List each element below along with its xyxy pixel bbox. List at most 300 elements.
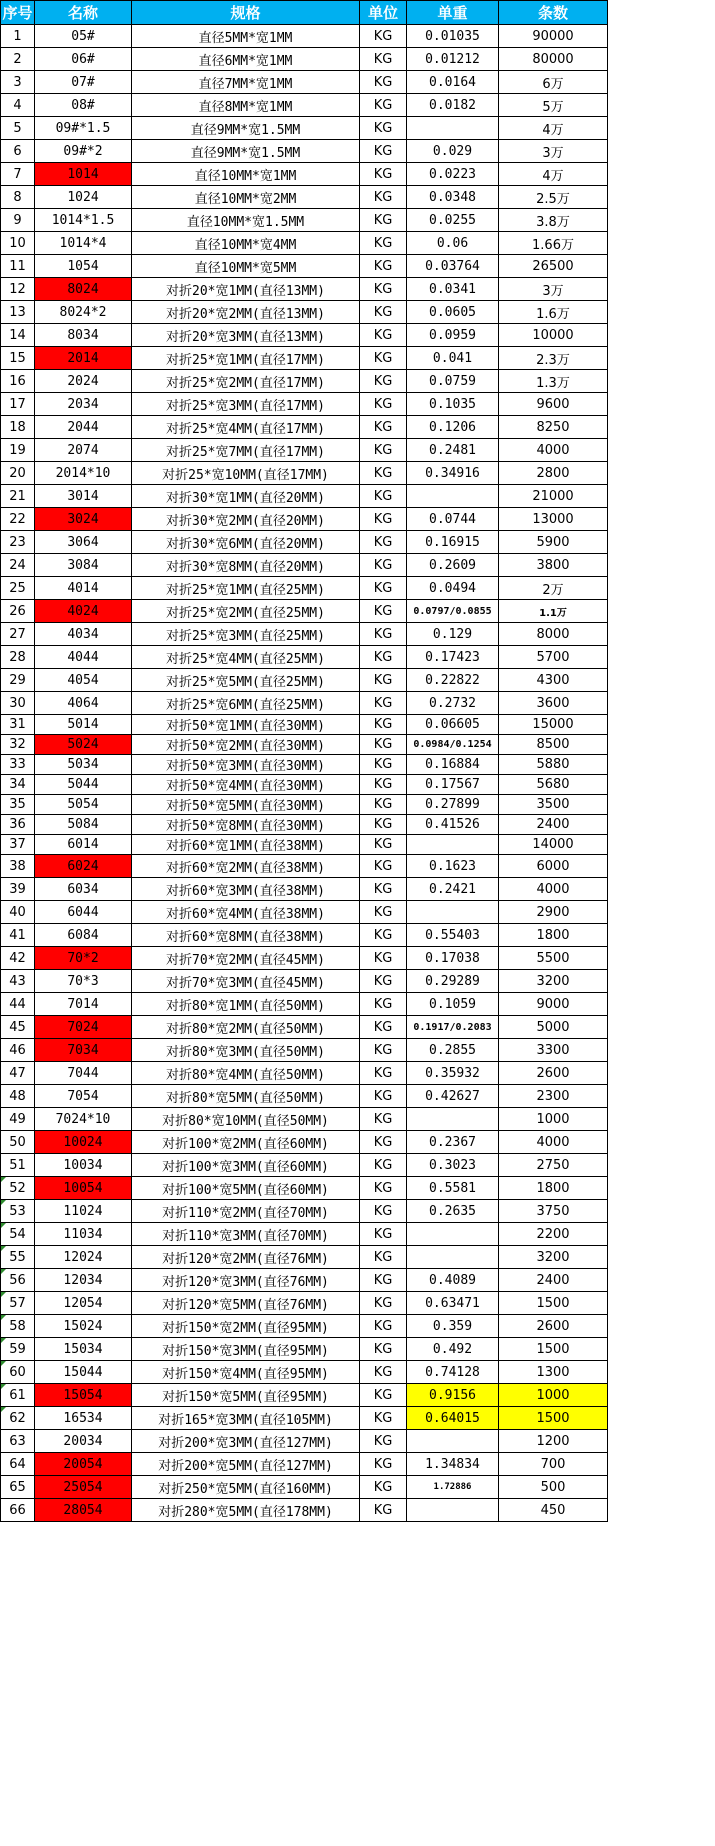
cell-name: 3064 — [35, 531, 132, 554]
table-row — [1, 508, 608, 531]
table-row — [1, 71, 608, 94]
cell-unit: KG — [360, 163, 407, 186]
cell-count: 21000 — [499, 485, 608, 508]
cell-no: 46 — [1, 1039, 35, 1062]
cell-spec: 直径10MM*宽2MM — [132, 186, 360, 209]
cell-weight: 0.0164 — [407, 71, 499, 94]
cell-spec: 对折25*宽5MM(直径25MM) — [132, 669, 360, 692]
cell-weight: 0.2732 — [407, 692, 499, 715]
cell-spec: 对折25*宽3MM(直径17MM) — [132, 393, 360, 416]
header-unit: 单位 — [360, 1, 407, 25]
cell-weight: 0.06 — [407, 232, 499, 255]
cell-weight: 0.63471 — [407, 1292, 499, 1315]
cell-spec: 对折50*宽2MM(直径30MM) — [132, 735, 360, 755]
cell-unit: KG — [360, 324, 407, 347]
table-row — [1, 485, 608, 508]
cell-count: 3300 — [499, 1039, 608, 1062]
cell-name: 10024 — [35, 1131, 132, 1154]
table-row — [1, 324, 608, 347]
cell-count: 2200 — [499, 1223, 608, 1246]
cell-no: 44 — [1, 993, 35, 1016]
cell-name: 1014 — [35, 163, 132, 186]
cell-spec: 对折80*宽1MM(直径50MM) — [132, 993, 360, 1016]
cell-no: 53 — [1, 1200, 35, 1223]
cell-count: 3.8万 — [499, 209, 608, 232]
cell-no: 60 — [1, 1361, 35, 1384]
cell-name: 70*3 — [35, 970, 132, 993]
cell-count: 2800 — [499, 462, 608, 485]
cell-no: 6 — [1, 140, 35, 163]
header-count: 条数 — [499, 1, 608, 25]
cell-weight: 0.0223 — [407, 163, 499, 186]
cell-no: 48 — [1, 1085, 35, 1108]
cell-count: 1200 — [499, 1430, 608, 1453]
table-row — [1, 94, 608, 117]
cell-unit: KG — [360, 1407, 407, 1430]
cell-name: 15044 — [35, 1361, 132, 1384]
cell-weight: 0.2609 — [407, 554, 499, 577]
cell-weight: 0.74128 — [407, 1361, 499, 1384]
cell-weight — [407, 1499, 499, 1522]
cell-count: 1800 — [499, 1177, 608, 1200]
cell-spec: 对折30*宽8MM(直径20MM) — [132, 554, 360, 577]
table-row — [1, 393, 608, 416]
cell-name: 5084 — [35, 815, 132, 835]
table-row — [1, 1269, 608, 1292]
cell-name: 12024 — [35, 1246, 132, 1269]
cell-spec: 对折25*宽10MM(直径17MM) — [132, 462, 360, 485]
cell-count: 2400 — [499, 815, 608, 835]
cell-no: 1 — [1, 25, 35, 48]
cell-count: 4000 — [499, 1131, 608, 1154]
table-row — [1, 1131, 608, 1154]
table-row — [1, 1361, 608, 1384]
cell-no: 33 — [1, 755, 35, 775]
cell-no: 43 — [1, 970, 35, 993]
table-row — [1, 1200, 608, 1223]
cell-no: 41 — [1, 924, 35, 947]
table-row — [1, 1223, 608, 1246]
cell-no: 34 — [1, 775, 35, 795]
cell-weight: 0.0984/0.1254 — [407, 735, 499, 755]
cell-weight: 0.2421 — [407, 878, 499, 901]
cell-name: 3024 — [35, 508, 132, 531]
cell-unit: KG — [360, 416, 407, 439]
cell-no: 25 — [1, 577, 35, 600]
cell-count: 4000 — [499, 878, 608, 901]
cell-no: 4 — [1, 94, 35, 117]
table-row — [1, 278, 608, 301]
cell-name: 15024 — [35, 1315, 132, 1338]
cell-weight: 0.29289 — [407, 970, 499, 993]
cell-weight: 0.1059 — [407, 993, 499, 1016]
cell-name: 4034 — [35, 623, 132, 646]
cell-name: 15054 — [35, 1384, 132, 1407]
cell-weight: 0.9156 — [407, 1384, 499, 1407]
cell-spec: 对折25*宽1MM(直径25MM) — [132, 577, 360, 600]
cell-count: 2750 — [499, 1154, 608, 1177]
cell-spec: 直径10MM*宽1.5MM — [132, 209, 360, 232]
cell-count: 2万 — [499, 577, 608, 600]
cell-count: 1500 — [499, 1407, 608, 1430]
cell-name: 1014*1.5 — [35, 209, 132, 232]
cell-unit: KG — [360, 1108, 407, 1131]
cell-weight: 0.35932 — [407, 1062, 499, 1085]
cell-weight: 0.16884 — [407, 755, 499, 775]
table-row — [1, 755, 608, 775]
cell-weight — [407, 1108, 499, 1131]
cell-weight: 0.41526 — [407, 815, 499, 835]
cell-name: 15034 — [35, 1338, 132, 1361]
table-row — [1, 232, 608, 255]
cell-count: 2.5万 — [499, 186, 608, 209]
cell-unit: KG — [360, 117, 407, 140]
cell-no: 29 — [1, 669, 35, 692]
cell-spec: 对折80*宽3MM(直径50MM) — [132, 1039, 360, 1062]
cell-count: 6000 — [499, 855, 608, 878]
cell-count: 8000 — [499, 623, 608, 646]
cell-spec: 对折110*宽2MM(直径70MM) — [132, 1200, 360, 1223]
table-row — [1, 1039, 608, 1062]
cell-count: 14000 — [499, 835, 608, 855]
cell-no: 58 — [1, 1315, 35, 1338]
cell-spec: 直径7MM*宽1MM — [132, 71, 360, 94]
cell-name: 8024*2 — [35, 301, 132, 324]
cell-unit: KG — [360, 1085, 407, 1108]
cell-unit: KG — [360, 1223, 407, 1246]
cell-unit: KG — [360, 140, 407, 163]
cell-name: 8034 — [35, 324, 132, 347]
cell-no: 5 — [1, 117, 35, 140]
cell-weight: 0.2481 — [407, 439, 499, 462]
cell-name: 16534 — [35, 1407, 132, 1430]
cell-weight: 0.0744 — [407, 508, 499, 531]
cell-count: 4万 — [499, 163, 608, 186]
table-row — [1, 1430, 608, 1453]
cell-spec: 对折20*宽2MM(直径13MM) — [132, 301, 360, 324]
cell-count: 3500 — [499, 795, 608, 815]
cell-spec: 对折25*宽1MM(直径17MM) — [132, 347, 360, 370]
cell-spec: 直径10MM*宽4MM — [132, 232, 360, 255]
table-row — [1, 255, 608, 278]
cell-unit: KG — [360, 1315, 407, 1338]
cell-no: 64 — [1, 1453, 35, 1476]
cell-no: 39 — [1, 878, 35, 901]
cell-name: 70*2 — [35, 947, 132, 970]
cell-count: 2400 — [499, 1269, 608, 1292]
cell-spec: 对折200*宽3MM(直径127MM) — [132, 1430, 360, 1453]
cell-weight: 0.01212 — [407, 48, 499, 71]
cell-weight: 0.27899 — [407, 795, 499, 815]
cell-count: 5680 — [499, 775, 608, 795]
table-row — [1, 1016, 608, 1039]
cell-spec: 对折150*宽2MM(直径95MM) — [132, 1315, 360, 1338]
cell-name: 2014*10 — [35, 462, 132, 485]
cell-spec: 对折30*宽2MM(直径20MM) — [132, 508, 360, 531]
cell-weight — [407, 835, 499, 855]
cell-count: 1000 — [499, 1108, 608, 1131]
cell-spec: 对折120*宽3MM(直径76MM) — [132, 1269, 360, 1292]
table-row — [1, 924, 608, 947]
cell-no: 12 — [1, 278, 35, 301]
cell-count: 3800 — [499, 554, 608, 577]
table-row — [1, 715, 608, 735]
cell-no: 8 — [1, 186, 35, 209]
cell-count: 5700 — [499, 646, 608, 669]
cell-count: 90000 — [499, 25, 608, 48]
cell-no: 66 — [1, 1499, 35, 1522]
cell-no: 35 — [1, 795, 35, 815]
cell-spec: 对折60*宽2MM(直径38MM) — [132, 855, 360, 878]
cell-count: 2600 — [499, 1062, 608, 1085]
cell-spec: 直径9MM*宽1.5MM — [132, 140, 360, 163]
cell-unit: KG — [360, 855, 407, 878]
table-row — [1, 301, 608, 324]
cell-unit: KG — [360, 48, 407, 71]
cell-unit: KG — [360, 878, 407, 901]
cell-no: 17 — [1, 393, 35, 416]
cell-weight: 0.03764 — [407, 255, 499, 278]
cell-spec: 对折25*宽6MM(直径25MM) — [132, 692, 360, 715]
cell-unit: KG — [360, 393, 407, 416]
cell-spec: 对折150*宽5MM(直径95MM) — [132, 1384, 360, 1407]
cell-spec: 对折150*宽3MM(直径95MM) — [132, 1338, 360, 1361]
cell-weight: 0.42627 — [407, 1085, 499, 1108]
cell-unit: KG — [360, 186, 407, 209]
cell-spec: 对折100*宽2MM(直径60MM) — [132, 1131, 360, 1154]
cell-spec: 对折50*宽1MM(直径30MM) — [132, 715, 360, 735]
cell-spec: 对折50*宽5MM(直径30MM) — [132, 795, 360, 815]
cell-spec: 对折25*宽3MM(直径25MM) — [132, 623, 360, 646]
cell-name: 7044 — [35, 1062, 132, 1085]
cell-count: 3万 — [499, 140, 608, 163]
cell-name: 6084 — [35, 924, 132, 947]
cell-unit: KG — [360, 462, 407, 485]
cell-no: 32 — [1, 735, 35, 755]
cell-weight: 0.1623 — [407, 855, 499, 878]
cell-no: 31 — [1, 715, 35, 735]
cell-spec: 对折80*宽4MM(直径50MM) — [132, 1062, 360, 1085]
cell-name: 4054 — [35, 669, 132, 692]
cell-name: 5034 — [35, 755, 132, 775]
table-row — [1, 1476, 608, 1499]
cell-count: 1.3万 — [499, 370, 608, 393]
cell-spec: 对折80*宽5MM(直径50MM) — [132, 1085, 360, 1108]
cell-weight: 0.359 — [407, 1315, 499, 1338]
cell-count: 500 — [499, 1476, 608, 1499]
cell-no: 45 — [1, 1016, 35, 1039]
cell-spec: 对折30*宽6MM(直径20MM) — [132, 531, 360, 554]
cell-weight: 0.0605 — [407, 301, 499, 324]
cell-spec: 对折25*宽4MM(直径25MM) — [132, 646, 360, 669]
cell-spec: 对折60*宽3MM(直径38MM) — [132, 878, 360, 901]
table-row — [1, 815, 608, 835]
cell-count: 2300 — [499, 1085, 608, 1108]
cell-count: 1000 — [499, 1384, 608, 1407]
cell-unit: KG — [360, 735, 407, 755]
cell-name: 1014*4 — [35, 232, 132, 255]
cell-weight: 0.16915 — [407, 531, 499, 554]
cell-spec: 对折60*宽8MM(直径38MM) — [132, 924, 360, 947]
cell-spec: 对折165*宽3MM(直径105MM) — [132, 1407, 360, 1430]
cell-weight: 0.17038 — [407, 947, 499, 970]
table-row — [1, 600, 608, 623]
cell-count: 3200 — [499, 1246, 608, 1269]
cell-no: 36 — [1, 815, 35, 835]
table-row — [1, 347, 608, 370]
cell-name: 2044 — [35, 416, 132, 439]
cell-name: 5054 — [35, 795, 132, 815]
cell-no: 40 — [1, 901, 35, 924]
cell-name: 25054 — [35, 1476, 132, 1499]
cell-unit: KG — [360, 901, 407, 924]
cell-unit: KG — [360, 1177, 407, 1200]
cell-no: 62 — [1, 1407, 35, 1430]
cell-name: 1054 — [35, 255, 132, 278]
cell-count: 13000 — [499, 508, 608, 531]
cell-no: 52 — [1, 1177, 35, 1200]
cell-no: 26 — [1, 600, 35, 623]
cell-weight — [407, 901, 499, 924]
cell-no: 10 — [1, 232, 35, 255]
cell-name: 20054 — [35, 1453, 132, 1476]
cell-unit: KG — [360, 531, 407, 554]
cell-count: 3750 — [499, 1200, 608, 1223]
cell-weight — [407, 485, 499, 508]
cell-no: 9 — [1, 209, 35, 232]
cell-unit: KG — [360, 439, 407, 462]
cell-spec: 对折70*宽3MM(直径45MM) — [132, 970, 360, 993]
cell-weight: 0.0182 — [407, 94, 499, 117]
table-row — [1, 48, 608, 71]
cell-weight: 0.3023 — [407, 1154, 499, 1177]
table-row — [1, 1338, 608, 1361]
cell-spec: 对折100*宽3MM(直径60MM) — [132, 1154, 360, 1177]
cell-count: 9000 — [499, 993, 608, 1016]
cell-name: 11034 — [35, 1223, 132, 1246]
cell-unit: KG — [360, 1154, 407, 1177]
cell-no: 18 — [1, 416, 35, 439]
cell-unit: KG — [360, 947, 407, 970]
cell-no: 54 — [1, 1223, 35, 1246]
cell-unit: KG — [360, 94, 407, 117]
table-row — [1, 646, 608, 669]
cell-name: 4024 — [35, 600, 132, 623]
cell-no: 2 — [1, 48, 35, 71]
table-row — [1, 1315, 608, 1338]
header-weight: 单重 — [407, 1, 499, 25]
cell-name: 7024*10 — [35, 1108, 132, 1131]
cell-unit: KG — [360, 970, 407, 993]
cell-count: 5900 — [499, 531, 608, 554]
cell-no: 47 — [1, 1062, 35, 1085]
cell-weight: 0.4089 — [407, 1269, 499, 1292]
cell-no: 30 — [1, 692, 35, 715]
cell-spec: 直径10MM*宽5MM — [132, 255, 360, 278]
cell-count: 450 — [499, 1499, 608, 1522]
table-row — [1, 577, 608, 600]
cell-spec: 对折200*宽5MM(直径127MM) — [132, 1453, 360, 1476]
cell-weight: 0.0494 — [407, 577, 499, 600]
cell-count: 2900 — [499, 901, 608, 924]
cell-unit: KG — [360, 232, 407, 255]
cell-no: 28 — [1, 646, 35, 669]
cell-name: 7034 — [35, 1039, 132, 1062]
table-row — [1, 462, 608, 485]
cell-count: 3200 — [499, 970, 608, 993]
cell-spec: 对折25*宽2MM(直径25MM) — [132, 600, 360, 623]
cell-spec: 直径6MM*宽1MM — [132, 48, 360, 71]
cell-weight: 0.1917/0.2083 — [407, 1016, 499, 1039]
cell-name: 6024 — [35, 855, 132, 878]
table-row — [1, 1177, 608, 1200]
cell-weight — [407, 1246, 499, 1269]
cell-name: 6034 — [35, 878, 132, 901]
cell-unit: KG — [360, 1269, 407, 1292]
cell-name: 7054 — [35, 1085, 132, 1108]
header-no: 序号 — [1, 1, 35, 25]
cell-no: 7 — [1, 163, 35, 186]
cell-weight: 0.5581 — [407, 1177, 499, 1200]
cell-unit: KG — [360, 1338, 407, 1361]
cell-weight: 0.34916 — [407, 462, 499, 485]
cell-no: 15 — [1, 347, 35, 370]
cell-count: 2600 — [499, 1315, 608, 1338]
table-row — [1, 878, 608, 901]
cell-name: 11024 — [35, 1200, 132, 1223]
cell-no: 50 — [1, 1131, 35, 1154]
table-row — [1, 692, 608, 715]
cell-spec: 对折280*宽5MM(直径178MM) — [132, 1499, 360, 1522]
table-row — [1, 795, 608, 815]
cell-no: 24 — [1, 554, 35, 577]
cell-weight: 0.0255 — [407, 209, 499, 232]
cell-spec: 直径10MM*宽1MM — [132, 163, 360, 186]
cell-unit: KG — [360, 485, 407, 508]
cell-name: 10054 — [35, 1177, 132, 1200]
cell-count: 700 — [499, 1453, 608, 1476]
cell-name: 5044 — [35, 775, 132, 795]
cell-count: 3万 — [499, 278, 608, 301]
table-row — [1, 1062, 608, 1085]
cell-no: 65 — [1, 1476, 35, 1499]
table-row — [1, 901, 608, 924]
header-spec: 规格 — [132, 1, 360, 25]
cell-name: 08# — [35, 94, 132, 117]
cell-name: 10034 — [35, 1154, 132, 1177]
cell-no: 14 — [1, 324, 35, 347]
cell-spec: 对折50*宽8MM(直径30MM) — [132, 815, 360, 835]
cell-unit: KG — [360, 25, 407, 48]
cell-name: 2024 — [35, 370, 132, 393]
table-row — [1, 735, 608, 755]
cell-spec: 直径8MM*宽1MM — [132, 94, 360, 117]
cell-no: 61 — [1, 1384, 35, 1407]
cell-spec: 对折80*宽10MM(直径50MM) — [132, 1108, 360, 1131]
cell-weight: 1.72886 — [407, 1476, 499, 1499]
cell-name: 2034 — [35, 393, 132, 416]
cell-name: 4064 — [35, 692, 132, 715]
table-row — [1, 970, 608, 993]
cell-count: 1.1万 — [499, 600, 608, 623]
cell-unit: KG — [360, 623, 407, 646]
cell-spec: 对折20*宽3MM(直径13MM) — [132, 324, 360, 347]
cell-name: 28054 — [35, 1499, 132, 1522]
cell-unit: KG — [360, 755, 407, 775]
cell-unit: KG — [360, 835, 407, 855]
cell-weight: 0.2855 — [407, 1039, 499, 1062]
cell-weight: 0.129 — [407, 623, 499, 646]
